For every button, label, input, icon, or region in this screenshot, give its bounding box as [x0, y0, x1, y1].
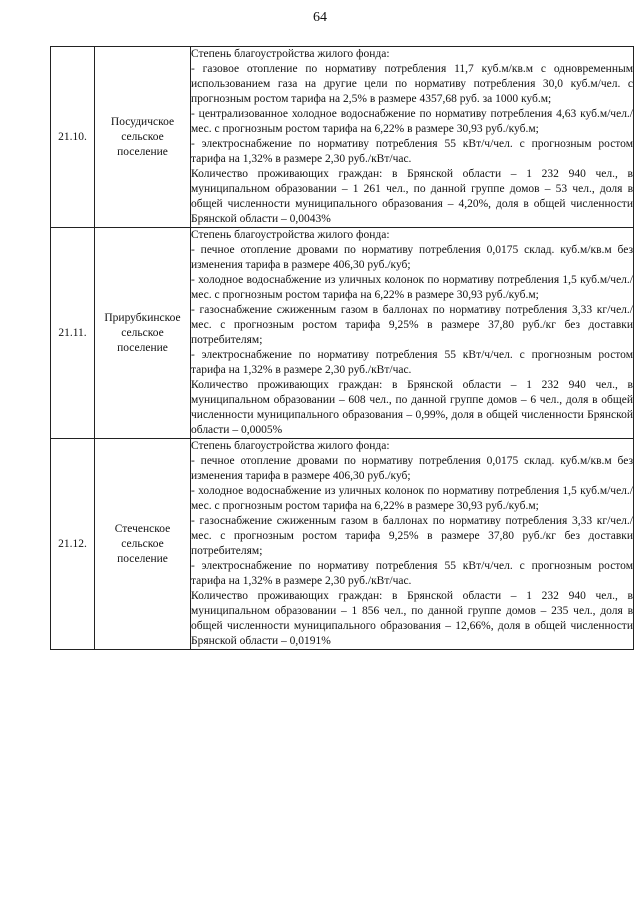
description-paragraph: - электроснабжение по нормативу потребления 55 кВт/ч/чел. с прогнозным ростом тарифа на 1,32% в размере 2,30 руб./кВт/час. — [191, 560, 633, 587]
description-paragraph: Степень благоустройства жилого фонда: — [191, 229, 390, 241]
description-paragraph: Количество проживающих граждан: в Брянской области – 1 232 940 чел., в муниципальном образовании – 608 чел., по данной группе домов – 6 чел., доля в общей численности муниципального образования – 0,99%, доля в общей численности Брянской области – 0,0005% — [191, 379, 633, 436]
description-paragraph: - газоснабжение сжиженным газом в баллонах по нормативу потребления 3,33 кг/чел./мес. с прогнозным ростом тарифа 9,25% в размере 37,80 руб./кг без доставки потребителям; — [191, 304, 633, 346]
table-row — [51, 439, 634, 650]
description-paragraph: Количество проживающих граждан: в Брянской области – 1 232 940 чел., в муниципальном образовании – 1 261 чел., по данной группе домов – 53 чел., доля в общей численности муниципального образования – 4,20%, доля в общей численности Брянской области – 0,0043% — [191, 168, 633, 225]
settlement-name: Стеченское сельское поселение — [95, 439, 191, 650]
description-paragraph: - централизованное холодное водоснабжение по нормативу потребления 4,63 куб.м/чел./мес. с прогнозным ростом тарифа на 6,22% в размере 30,93 руб./куб.м; — [191, 108, 633, 135]
description-paragraph: Степень благоустройства жилого фонда: — [191, 440, 390, 452]
description-paragraph: - электроснабжение по нормативу потребления 55 кВт/ч/чел. с прогнозным ростом тарифа на 1,32% в размере 2,30 руб./кВт/час. — [191, 138, 633, 165]
description-paragraph: - печное отопление дровами по нормативу потребления 0,0175 склад. куб.м/кв.м без изменения тарифа в размере 406,30 руб./куб; — [191, 455, 633, 482]
description-paragraph: Степень благоустройства жилого фонда: — [191, 48, 390, 60]
settlement-name: Посудичское сельское поселение — [95, 47, 191, 228]
row-number: 21.12. — [51, 439, 95, 650]
tariff-table — [50, 46, 634, 650]
table-row — [51, 47, 634, 228]
description-paragraph: Количество проживающих граждан: в Брянской области – 1 232 940 чел., в муниципальном образовании – 1 856 чел., по данной группе домов – 235 чел., доля в общей численности муниципального образования – 12,66%, доля в общей численности Брянской области – 0,0191% — [191, 590, 633, 647]
row-description — [191, 47, 634, 228]
description-paragraph: - холодное водоснабжение из уличных колонок по нормативу потребления 1,5 куб.м/чел./мес. с прогнозным ростом тарифа на 6,22% в размере 30,93 руб./куб.м; — [191, 274, 633, 301]
page-number: 64 — [313, 10, 327, 25]
row-number: 21.10. — [51, 47, 95, 228]
description-paragraph: - печное отопление дровами по нормативу потребления 0,0175 склад. куб.м/кв.м без изменения тарифа в размере 406,30 руб./куб; — [191, 244, 633, 271]
row-number: 21.11. — [51, 228, 95, 439]
description-paragraph: - холодное водоснабжение из уличных колонок по нормативу потребления 1,5 куб.м/чел./мес. с прогнозным ростом тарифа на 6,22% в размере 30,93 руб./куб.м; — [191, 485, 633, 512]
settlement-name: Прирубкинское сельское поселение — [95, 228, 191, 439]
description-paragraph: - электроснабжение по нормативу потребления 55 кВт/ч/чел. с прогнозным ростом тарифа на 1,32% в размере 2,30 руб./кВт/час. — [191, 349, 633, 376]
row-description — [191, 228, 634, 439]
description-paragraph: - газовое отопление по нормативу потребления 11,7 куб.м/кв.м с одновременным использованием газа на другие цели по нормативу потребления 30,0 куб.м/чел. с прогнозным ростом тарифа на 2,5% в размере 4357,68 руб. за 1000 куб.м; — [191, 63, 633, 105]
table-row — [51, 228, 634, 439]
description-paragraph: - газоснабжение сжиженным газом в баллонах по нормативу потребления 3,33 кг/чел./мес. с прогнозным ростом тарифа 9,25% в размере 37,80 руб./кг без доставки потребителям; — [191, 515, 633, 557]
row-description — [191, 439, 634, 650]
